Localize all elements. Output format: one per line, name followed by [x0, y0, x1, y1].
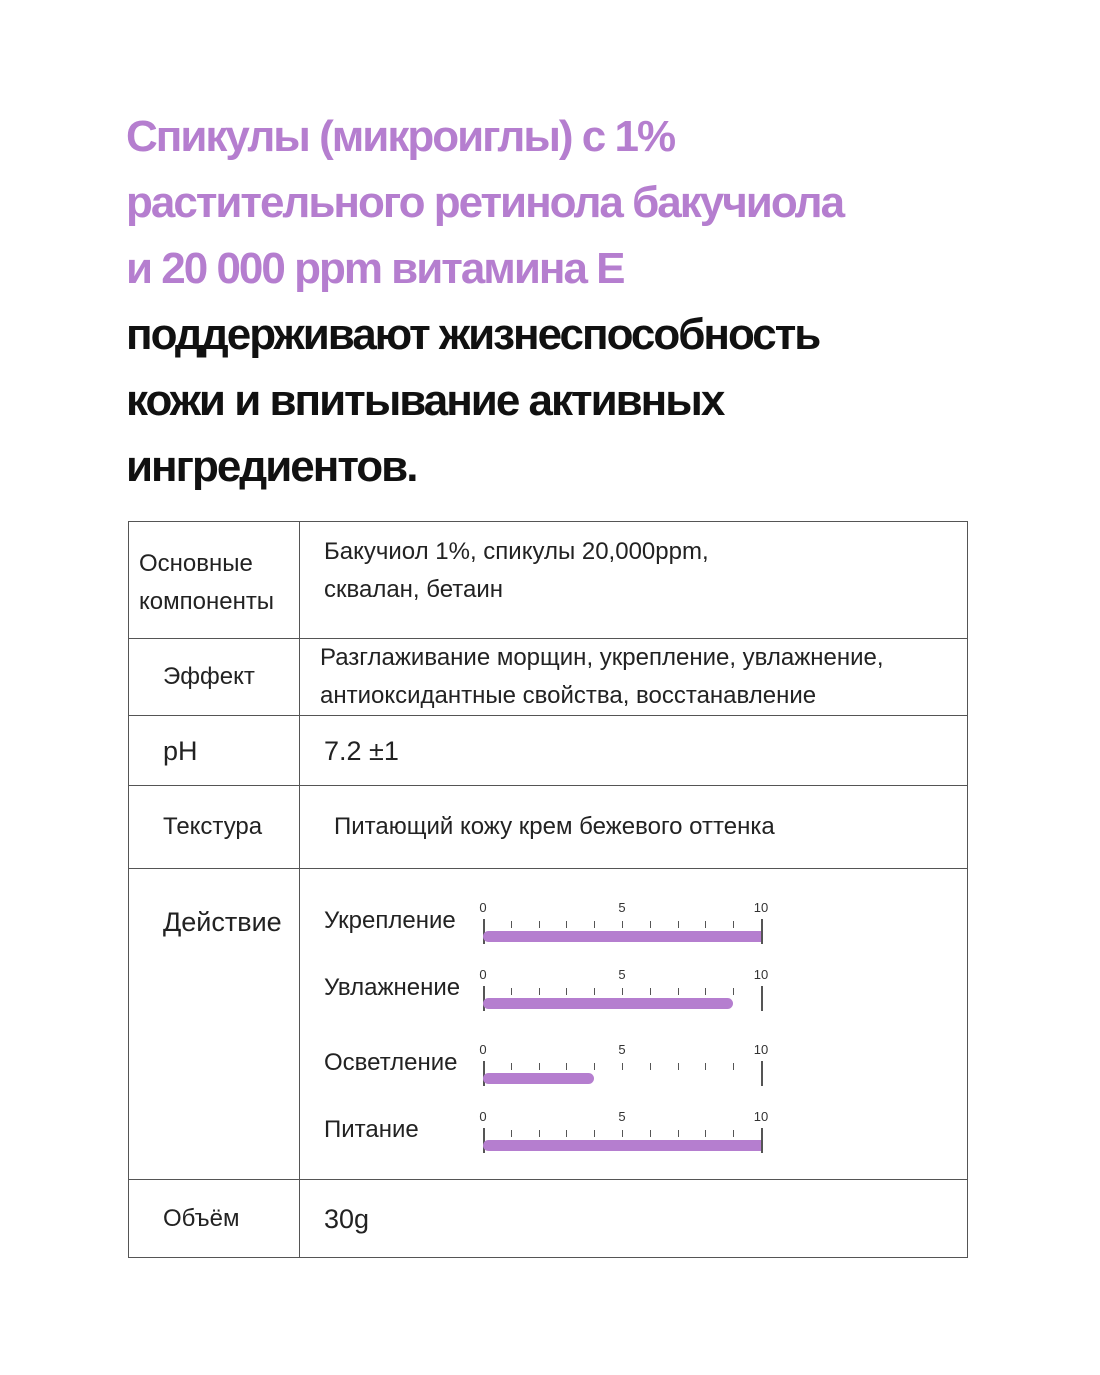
effect-value-line-2: антиоксидантные свойства, восстанавление	[320, 682, 817, 709]
components-value-line-1: Бакучиол 1%, спикулы 20,000ppm,	[324, 538, 709, 565]
volume-label: Объём	[163, 1204, 240, 1232]
gauge-tick	[733, 1063, 734, 1070]
effect-label: Эффект	[163, 663, 255, 690]
gauge-tick	[705, 1130, 706, 1137]
action-row	[129, 869, 968, 1180]
volume-value: 30g	[324, 1203, 370, 1234]
texture-row	[129, 786, 968, 869]
gauge-tick-label: 10	[753, 1109, 769, 1124]
gauge-tick	[566, 988, 567, 995]
action-label-cell	[129, 869, 300, 1180]
components-label-line-1: Основные	[139, 550, 253, 577]
gauge-tick	[566, 921, 567, 928]
gauge-row	[300, 1110, 840, 1170]
headline-dark-line-2: кожи и впитывание активных	[126, 376, 724, 425]
gauge-tick	[705, 921, 706, 928]
effect-value-cell	[300, 639, 968, 716]
gauge-tick	[622, 988, 623, 995]
action-gauges	[300, 869, 967, 1179]
gauge-name: Осветление	[324, 1049, 458, 1076]
gauge-tick	[761, 1061, 763, 1086]
gauge-bar	[483, 998, 733, 1009]
gauge-name: Питание	[324, 1116, 419, 1143]
gauge-tick-label: 10	[753, 967, 769, 982]
gauge-tick-label: 10	[753, 900, 769, 915]
components-value-line-2: сквалан, бетаин	[324, 576, 504, 603]
gauge-tick	[733, 1130, 734, 1137]
components-label-line-2: компоненты	[139, 588, 275, 615]
gauge-tick	[539, 988, 540, 995]
effect-value-line-1: Разглаживание морщин, укрепление, увлажнение,	[320, 644, 884, 671]
volume-label-cell	[129, 1180, 300, 1258]
gauge-row	[300, 901, 840, 961]
gauge-tick	[650, 921, 651, 928]
gauge-tick-label: 0	[479, 1042, 487, 1057]
ph-label-cell	[129, 716, 300, 786]
gauge-tick-label: 5	[618, 900, 626, 915]
gauge-name: Увлажнение	[324, 974, 461, 1001]
gauge-tick	[678, 988, 679, 995]
gauge-tick	[511, 988, 512, 995]
gauge-tick-label: 0	[479, 967, 487, 982]
ph-value: 7.2 ±1	[324, 735, 399, 766]
gauge-tick	[511, 921, 512, 928]
gauge-tick	[678, 1063, 679, 1070]
gauge-tick-label: 5	[618, 1109, 626, 1124]
gauge-tick	[733, 921, 734, 928]
gauge-scale	[479, 1109, 769, 1170]
ph-label: pH	[163, 735, 198, 766]
gauge-tick	[511, 1130, 512, 1137]
texture-label-cell	[129, 786, 300, 869]
gauge-tick	[650, 1130, 651, 1137]
gauge-tick	[678, 921, 679, 928]
gauge-tick	[622, 1063, 623, 1070]
gauge-tick	[650, 1063, 651, 1070]
components-value-cell	[300, 522, 968, 639]
effect-label-cell	[129, 639, 300, 716]
spec-table	[128, 521, 968, 1258]
volume-row	[129, 1180, 968, 1258]
texture-label: Текстура	[163, 813, 263, 840]
gauge-tick	[622, 921, 623, 928]
headline-accent-line-1: Спикулы (микроиглы) с 1%	[126, 112, 675, 161]
gauge-tick-label: 0	[479, 900, 487, 915]
components-label-cell	[129, 522, 300, 639]
headline-dark-line-1: поддерживают жизнеспособность	[126, 310, 820, 359]
gauge-scale	[479, 967, 769, 1028]
gauge-row	[300, 1043, 840, 1103]
gauge-row	[300, 968, 840, 1028]
gauge-tick	[566, 1063, 567, 1070]
gauge-bar	[483, 931, 761, 942]
gauge-tick	[650, 988, 651, 995]
headline-accent-line-2: растительного ретинола бакучиола	[126, 178, 844, 227]
ph-row	[129, 716, 968, 786]
gauge-tick	[622, 1130, 623, 1137]
gauge-tick-label: 10	[753, 1042, 769, 1057]
gauge-tick	[566, 1130, 567, 1137]
gauge-tick-label: 5	[618, 967, 626, 982]
gauge-tick	[539, 1063, 540, 1070]
gauge-tick-label: 5	[618, 1042, 626, 1057]
headline-dark-line-3: ингредиентов.	[126, 442, 417, 491]
effect-row	[129, 639, 968, 716]
texture-value-cell	[300, 786, 968, 869]
gauge-scale	[479, 1042, 769, 1103]
gauge-tick	[511, 1063, 512, 1070]
action-value-cell	[300, 869, 968, 1180]
texture-value: Питающий кожу крем бежевого оттенка	[334, 813, 775, 840]
gauge-tick	[594, 988, 595, 995]
gauge-tick	[761, 986, 763, 1011]
headline-accent-line-3: и 20 000 ppm витамина Е	[126, 244, 624, 293]
gauge-bar	[483, 1140, 761, 1151]
gauge-tick-label: 0	[479, 1109, 487, 1124]
gauge-tick	[594, 921, 595, 928]
headline	[126, 104, 1026, 500]
gauge-tick	[705, 988, 706, 995]
components-row	[129, 522, 968, 639]
gauge-tick	[594, 1063, 595, 1070]
gauge-tick	[678, 1130, 679, 1137]
gauge-tick	[705, 1063, 706, 1070]
gauge-bar	[483, 1073, 594, 1084]
action-label: Действие	[163, 907, 282, 937]
gauge-tick	[539, 921, 540, 928]
volume-value-cell	[300, 1180, 968, 1258]
gauge-tick	[594, 1130, 595, 1137]
gauge-tick	[539, 1130, 540, 1137]
gauge-tick	[733, 988, 734, 995]
ph-value-cell	[300, 716, 968, 786]
gauge-tick	[761, 1128, 763, 1153]
gauge-scale	[479, 900, 769, 961]
gauge-tick	[761, 919, 763, 944]
gauge-name: Укрепление	[324, 907, 456, 934]
